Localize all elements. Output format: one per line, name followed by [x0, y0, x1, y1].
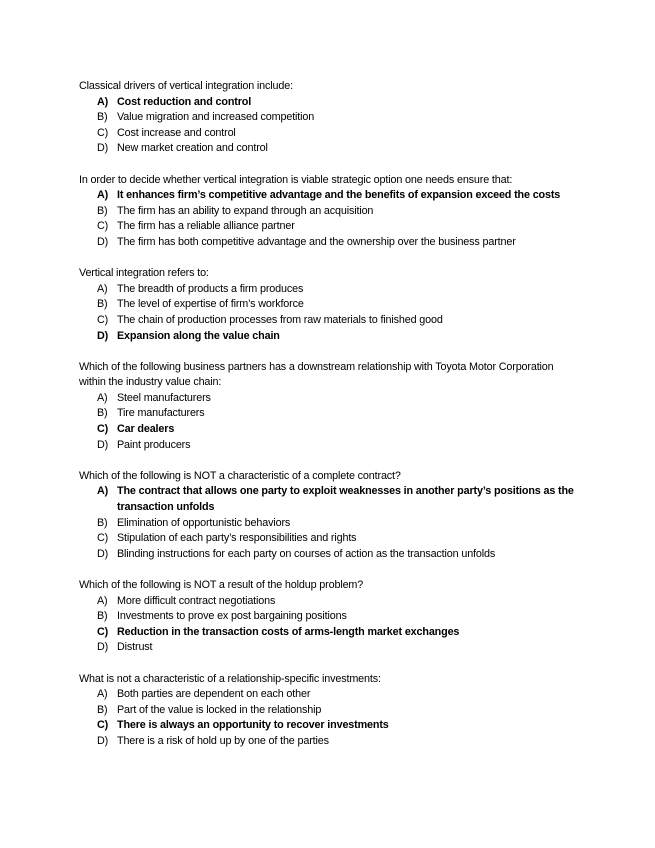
option-letter: B) — [97, 610, 108, 623]
answer-option — [79, 141, 579, 157]
answer-options — [79, 594, 579, 656]
option-text: Tire manufacturers — [117, 407, 205, 420]
option-letter: D) — [97, 734, 109, 747]
question-stem: What is not a characteristic of a relationship-specific investments: — [79, 672, 381, 685]
option-letter: A) — [97, 282, 108, 295]
option-text: Cost reduction and control — [117, 95, 252, 108]
option-letter: A) — [97, 594, 108, 607]
option-text: There is a risk of hold up by one of the parties — [117, 734, 329, 747]
option-letter: D) — [97, 438, 109, 451]
option-letter: C) — [97, 423, 109, 436]
correct-answer-option — [79, 188, 579, 204]
answer-option — [79, 110, 579, 126]
option-text: The breadth of products a firm produces — [117, 282, 304, 295]
option-letter: D) — [97, 641, 109, 654]
option-letter: A) — [97, 95, 109, 108]
option-text: Car dealers — [117, 423, 175, 436]
answer-options — [79, 484, 579, 562]
answer-option — [79, 297, 579, 313]
answer-option — [79, 391, 579, 407]
answer-option — [79, 609, 579, 625]
option-text: The contract that allows one party to exploit weaknesses in another party’s positions as the transaction unfolds — [117, 485, 574, 514]
answer-options — [79, 687, 579, 749]
option-letter: C) — [97, 220, 109, 233]
answer-option — [79, 126, 579, 142]
option-text: The firm has a reliable alliance partner — [117, 220, 295, 233]
question-stem: Which of the following business partners has a downstream relationship with Toyota Motor Corporation within the industry value chain: — [79, 360, 554, 389]
option-text: Both parties are dependent on each other — [117, 688, 311, 701]
option-text: Cost increase and control — [117, 126, 236, 139]
option-letter: A) — [97, 688, 108, 701]
answer-options — [79, 391, 579, 453]
option-letter: B) — [97, 407, 108, 420]
answer-option — [79, 235, 579, 251]
option-text: Investments to prove ex post bargaining positions — [117, 610, 347, 623]
option-letter: D) — [97, 547, 109, 560]
option-text: There is always an opportunity to recover investments — [117, 719, 389, 732]
option-text: Reduction in the transaction costs of arms-length market exchanges — [117, 625, 460, 638]
answer-option — [79, 219, 579, 235]
option-letter: C) — [97, 625, 109, 638]
question-block — [79, 79, 579, 157]
correct-answer-option — [79, 422, 579, 438]
answer-option — [79, 687, 579, 703]
option-text: Paint producers — [117, 438, 191, 451]
option-text: Elimination of opportunistic behaviors — [117, 516, 291, 529]
question-block — [79, 578, 579, 656]
option-letter: A) — [97, 485, 109, 498]
option-letter: A) — [97, 189, 109, 202]
question-block — [79, 672, 579, 750]
answer-options — [79, 95, 579, 157]
option-letter: C) — [97, 126, 109, 139]
option-text: The chain of production processes from raw materials to finished good — [117, 313, 443, 326]
question-block — [79, 360, 579, 454]
option-letter: A) — [97, 391, 108, 404]
option-text: Distrust — [117, 641, 153, 654]
answer-option — [79, 516, 579, 532]
option-text: Steel manufacturers — [117, 391, 211, 404]
question-stem: In order to decide whether vertical integration is viable strategic option one needs ensure that: — [79, 173, 513, 186]
option-letter: B) — [97, 703, 108, 716]
answer-option — [79, 438, 579, 454]
option-text: Value migration and increased competition — [117, 111, 315, 124]
option-letter: D) — [97, 235, 109, 248]
answer-options — [79, 282, 579, 344]
option-letter: C) — [97, 532, 109, 545]
correct-answer-option — [79, 329, 579, 345]
question-block — [79, 266, 579, 344]
answer-option — [79, 734, 579, 750]
correct-answer-option — [79, 718, 579, 734]
answer-option — [79, 531, 579, 547]
question-block — [79, 173, 579, 251]
option-text: The level of expertise of firm’s workforce — [117, 298, 304, 311]
option-text: New market creation and control — [117, 142, 268, 155]
answer-option — [79, 594, 579, 610]
answer-option — [79, 703, 579, 719]
answer-option — [79, 282, 579, 298]
option-text: The firm has both competitive advantage and the ownership over the business partner — [117, 235, 516, 248]
option-letter: B) — [97, 516, 108, 529]
correct-answer-option — [79, 95, 579, 111]
answer-option — [79, 640, 579, 656]
question-stem: Vertical integration refers to: — [79, 267, 209, 280]
option-letter: B) — [97, 111, 108, 124]
question-stem: Which of the following is NOT a result of the holdup problem? — [79, 579, 364, 591]
question-block — [79, 469, 579, 563]
option-letter: D) — [97, 329, 109, 342]
option-letter: B) — [97, 204, 108, 217]
option-text: Part of the value is locked in the relationship — [117, 703, 322, 716]
answer-option — [79, 204, 579, 220]
question-list — [79, 79, 579, 765]
option-text: Stipulation of each party’s responsibilities and rights — [117, 532, 357, 545]
question-stem: Classical drivers of vertical integration include: — [79, 80, 293, 92]
question-stem: Which of the following is NOT a characteristic of a complete contract? — [79, 469, 401, 482]
answer-option — [79, 313, 579, 329]
correct-answer-option — [79, 484, 579, 515]
option-letter: C) — [97, 313, 109, 326]
option-text: More difficult contract negotiations — [117, 594, 276, 607]
answer-options — [79, 188, 579, 250]
option-text: The firm has an ability to expand through an acquisition — [117, 204, 374, 217]
option-letter: D) — [97, 142, 109, 155]
answer-option — [79, 547, 579, 563]
correct-answer-option — [79, 625, 579, 641]
option-letter: C) — [97, 719, 109, 732]
answer-option — [79, 406, 579, 422]
option-text: Expansion along the value chain — [117, 329, 280, 342]
option-text: Blinding instructions for each party on courses of action as the transaction unfolds — [117, 547, 496, 560]
option-letter: B) — [97, 298, 108, 311]
option-text: It enhances firm’s competitive advantage and the benefits of expansion exceed the costs — [117, 189, 561, 202]
